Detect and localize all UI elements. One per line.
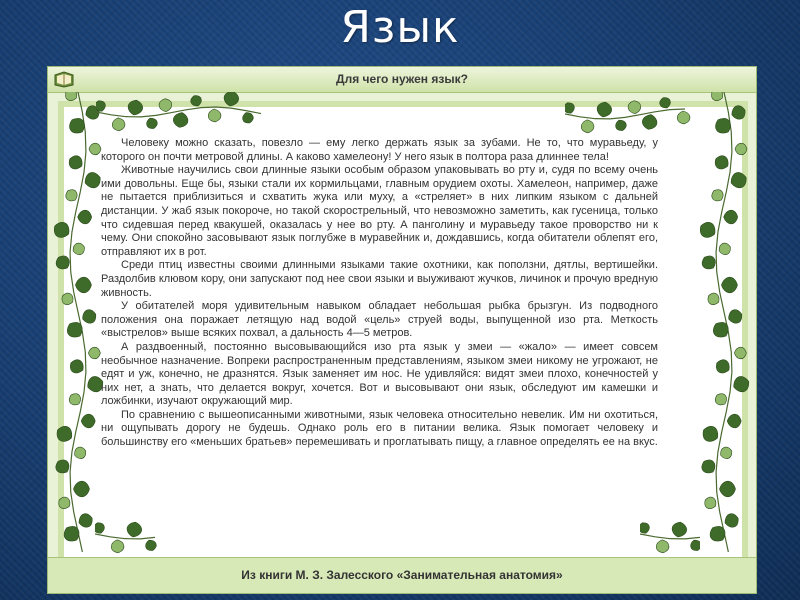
ivy-leaf xyxy=(223,92,240,107)
ivy-leaf xyxy=(713,391,730,408)
ivy-leaf xyxy=(677,110,691,124)
ivy-leaf xyxy=(95,521,106,535)
ivy-leaf xyxy=(723,512,741,530)
ivy-leaf xyxy=(671,521,688,538)
ivy-leaf xyxy=(51,219,73,241)
ivy-leaf xyxy=(614,118,628,132)
ivy-leaf xyxy=(59,291,75,307)
ivy-leaf xyxy=(565,101,576,115)
ivy-leaf xyxy=(724,210,738,224)
ivy-leaf xyxy=(208,108,222,122)
ivy-leaf xyxy=(709,92,725,103)
ivy-leaf xyxy=(89,143,101,155)
ivy-leaf xyxy=(75,277,91,293)
article-paragraph: По сравнению с вышеописанными животными, язык человека относительно невелик. Им ни охотиться, ни ощупывать дорогу не будешь. Однако роль его в питании велика. Язык помогает человеку и большинству его «меньших братьев» перемешивать и проглатывать пищу, а главное определять ее на вкус. xyxy=(101,408,658,449)
ivy-leaf xyxy=(689,538,700,552)
ivy-leaf xyxy=(145,116,159,130)
ivy-leaf xyxy=(82,170,102,190)
ivy-leaf xyxy=(713,357,732,376)
ivy-leaf xyxy=(77,512,95,530)
ivy-leaf xyxy=(719,445,734,460)
ivy-leaf xyxy=(189,94,203,108)
ivy-leaf xyxy=(67,357,86,376)
ivy-leaf xyxy=(126,521,143,538)
ivy-leaf xyxy=(63,92,79,103)
ivy-leaf xyxy=(88,347,100,359)
ivy-leaf xyxy=(641,113,658,130)
ivy-leaf xyxy=(66,153,85,172)
panel-title: Для чего нужен язык? xyxy=(336,72,468,86)
ivy-top-right-decoration xyxy=(565,92,695,137)
article-body xyxy=(101,137,658,497)
ivy-leaf xyxy=(658,96,672,110)
ivy-stem xyxy=(565,109,685,119)
ivy-leaf xyxy=(172,111,189,128)
ivy-stem xyxy=(95,534,155,539)
ivy-leaf xyxy=(241,111,255,125)
ivy-leaf xyxy=(727,414,741,428)
source-citation: Из книги М. З. Залесского «Занимательная анатомия» xyxy=(241,568,563,582)
ivy-leaf xyxy=(700,423,722,445)
ivy-leaf xyxy=(144,538,158,552)
ivy-leaf xyxy=(702,495,718,511)
ivy-leaf xyxy=(719,481,735,497)
ivy-leaf xyxy=(728,170,748,190)
ivy-leaf xyxy=(712,153,731,172)
ivy-leaf xyxy=(628,100,642,114)
ivy-top-left-decoration xyxy=(96,92,266,132)
ivy-leaf xyxy=(731,374,751,394)
ivy-leaf xyxy=(705,291,721,307)
slide-title: Язык xyxy=(340,2,460,53)
panel-header xyxy=(48,67,756,93)
ivy-leaf xyxy=(78,210,92,224)
ivy-leaf xyxy=(81,414,95,428)
ivy-leaf xyxy=(697,219,719,241)
ivy-leaf xyxy=(734,347,746,359)
article-paragraph: Животные научились свои длинные языки особым образом упаковывать во рту и, судя по всему очень ими довольны. Еще бы, языки стали их кормильцами, главным орудием охоты. Хамелеон, например, даже не пытается приблизиться и схватить жука или муху, а «стреляет» в них липким языком с дальней дистанции. У жаб язык покороче, но такой скорострельный, что невозможно заметить, как гусеница, только что сидевшая перед квакушей, оказалась у нее во рту. А панголину и муравьеду такое проворство ни к чему. Они спокойно засовывают язык поглубже в муравейник и, дождавшись, когда обитатели облепят его, отправляют их в рот. xyxy=(101,164,658,258)
ivy-leaf xyxy=(112,117,126,131)
panel-footer xyxy=(48,557,756,593)
ivy-leaf xyxy=(640,521,651,535)
ivy-leaf xyxy=(730,104,748,122)
ivy-leaf xyxy=(726,308,744,326)
article-paragraph: Человеку можно сказать, повезло — ему легко держать язык за зубами. Не то, что муравьеду, у которого он почти метровой длины. А каково хамелеону! У него язык в полтора раза длиннее тела! xyxy=(101,137,658,163)
ivy-leaf xyxy=(96,99,107,113)
ivy-leaf xyxy=(596,101,613,118)
ivy-right-decoration xyxy=(688,92,758,552)
ivy-leaf xyxy=(709,187,726,204)
ivy-bottom-left-decoration xyxy=(95,510,165,555)
ivy-leaf xyxy=(71,241,86,256)
article-paragraph: А раздвоенный, постоянно высовывающийся изо рта язык у змеи — «жало» — имеет совсем необычное назначение. Вопреки распространенным представлениям, языком змеи никому не угрожают, не едят и уж, конечно, не дразнятся. Язык заменяет им нос. Не удивляйся: видят змеи плохо, конечностей у них нет, а знать, что делается вокруг, хочется. Вот и высовывают они язык, обследуют им камешки и ложбинки, изучают окружающий мир. xyxy=(101,340,658,408)
ivy-leaf xyxy=(721,277,737,293)
ivy-leaf xyxy=(111,539,125,553)
ivy-leaf xyxy=(159,98,173,112)
ivy-leaf xyxy=(56,495,72,511)
ivy-leaf xyxy=(73,481,89,497)
ivy-stem xyxy=(640,534,700,539)
ivy-leaf xyxy=(54,423,76,445)
ivy-leaf xyxy=(53,457,72,477)
ivy-leaf xyxy=(67,391,84,408)
ivy-leaf xyxy=(127,99,144,116)
ivy-leaf xyxy=(656,539,670,553)
ivy-leaf xyxy=(699,457,718,477)
ivy-bottom-right-decoration xyxy=(640,510,700,555)
ivy-leaf xyxy=(717,241,732,256)
ivy-leaf xyxy=(707,523,729,545)
article-paragraph: У обитателей моря удивительным навыком обладает небольшая рыбка брызгун. Из подводного положения она поражает летящую над водой «цель» струей воды, выпущенной изо рта. Меткость «выстрелов» выше всяких похвал, а дальность 4—5 метров. xyxy=(101,300,658,340)
ivy-leaf xyxy=(80,308,98,326)
ivy-leaf xyxy=(73,445,88,460)
ivy-leaf xyxy=(63,187,80,204)
article-paragraph: Среди птиц известны своими длинными языками такие охотники, как поползни, дятлы, вертишейки. Раздолбив клювом кору, они запускают под нее свои языки и выуживают жучков, личинок и прочую вредную живность. xyxy=(101,259,658,299)
ivy-leaf xyxy=(581,119,595,133)
ivy-leaf xyxy=(61,523,83,545)
ivy-leaf xyxy=(735,143,747,155)
